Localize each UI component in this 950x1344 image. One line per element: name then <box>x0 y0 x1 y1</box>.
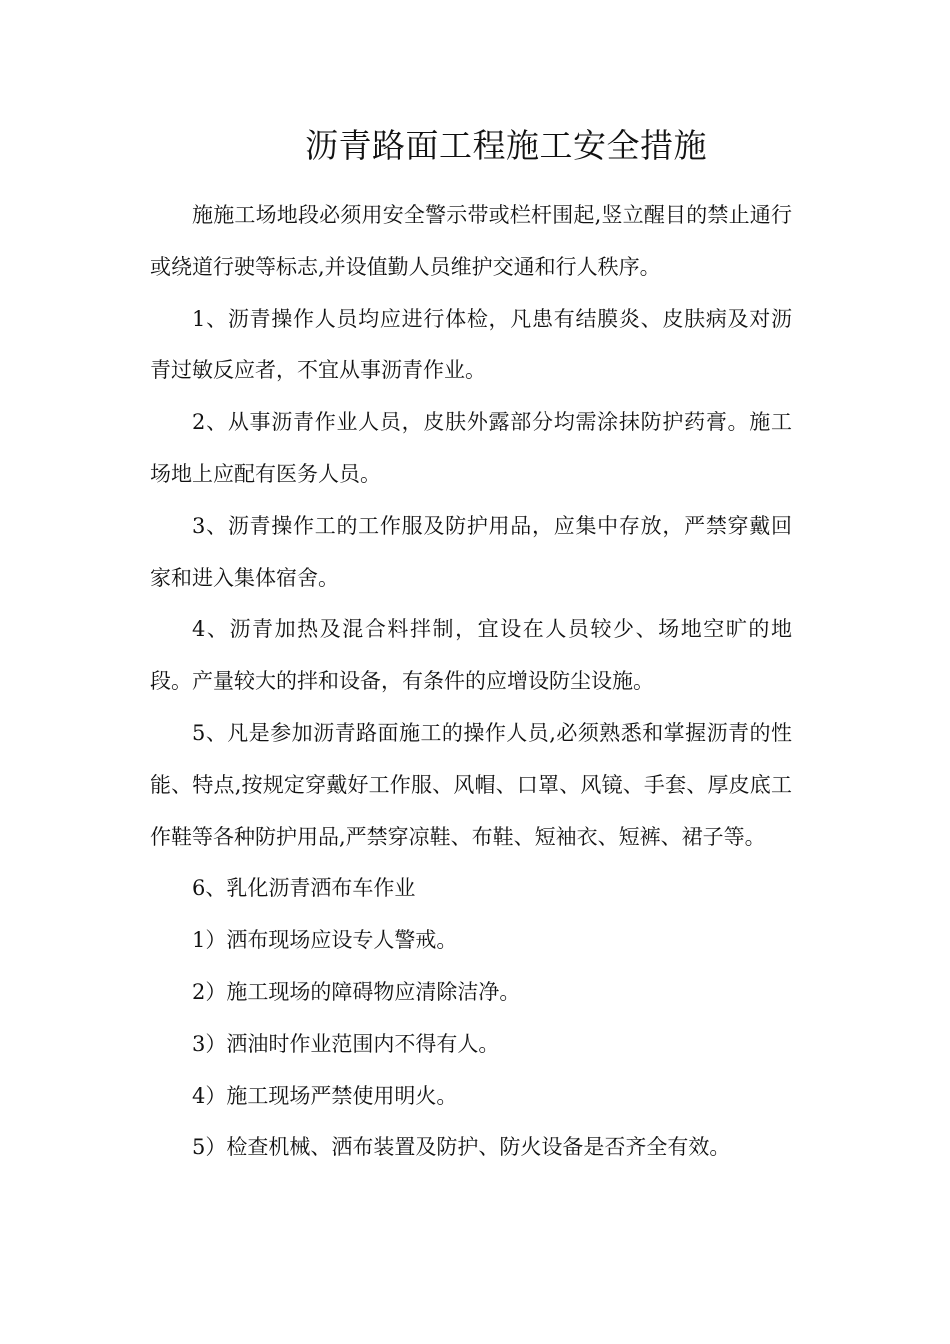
paragraph-item-4: 4、沥青加热及混合料拌制，宜设在人员较少、场地空旷的地段。产量较大的拌和设备，有条件的应增设防尘设施。 <box>150 617 792 694</box>
document-body <box>150 190 792 1174</box>
sub-item-2: 2）施工现场的障碍物应清除洁净。 <box>192 979 521 1004</box>
sub-item-1: 1）洒布现场应设专人警戒。 <box>192 928 458 953</box>
paragraph-item-2: 2、从事沥青作业人员，皮肤外露部分均需涂抹防护药膏。施工场地上应配有医务人员。 <box>150 410 792 486</box>
paragraph-intro: 施施工场地段必须用安全警示带或栏杆围起,竖立醒目的禁止通行或绕道行驶等标志,并设值勤人员维护交通和行人秩序。 <box>150 203 792 279</box>
paragraph-item-3: 3、沥青操作工的工作服及防护用品，应集中存放，严禁穿戴回家和进入集体宿舍。 <box>150 513 792 590</box>
sub-item-5: 5）检查机械、洒布装置及防护、防火设备是否齐全有效。 <box>192 1135 731 1160</box>
paragraph-item-6: 6、乳化沥青洒布车作业 <box>192 876 416 901</box>
sub-item-4: 4）施工现场严禁使用明火。 <box>192 1083 458 1108</box>
document-title: 沥青路面工程施工安全措施 <box>305 126 707 165</box>
sub-item-3: 3）洒油时作业范围内不得有人。 <box>192 1031 500 1056</box>
paragraph-item-1: 1、沥青操作人员均应进行体检，凡患有结膜炎、皮肤病及对沥青过敏反应者，不宜从事沥青作业。 <box>150 306 792 383</box>
paragraph-item-5: 5、凡是参加沥青路面施工的操作人员,必须熟悉和掌握沥青的性能、特点,按规定穿戴好工作服、风帽、口罩、风镜、手套、厚皮底工作鞋等各种防护用品,严禁穿凉鞋、布鞋、短袖衣、短裤、裙子等。 <box>150 720 792 849</box>
